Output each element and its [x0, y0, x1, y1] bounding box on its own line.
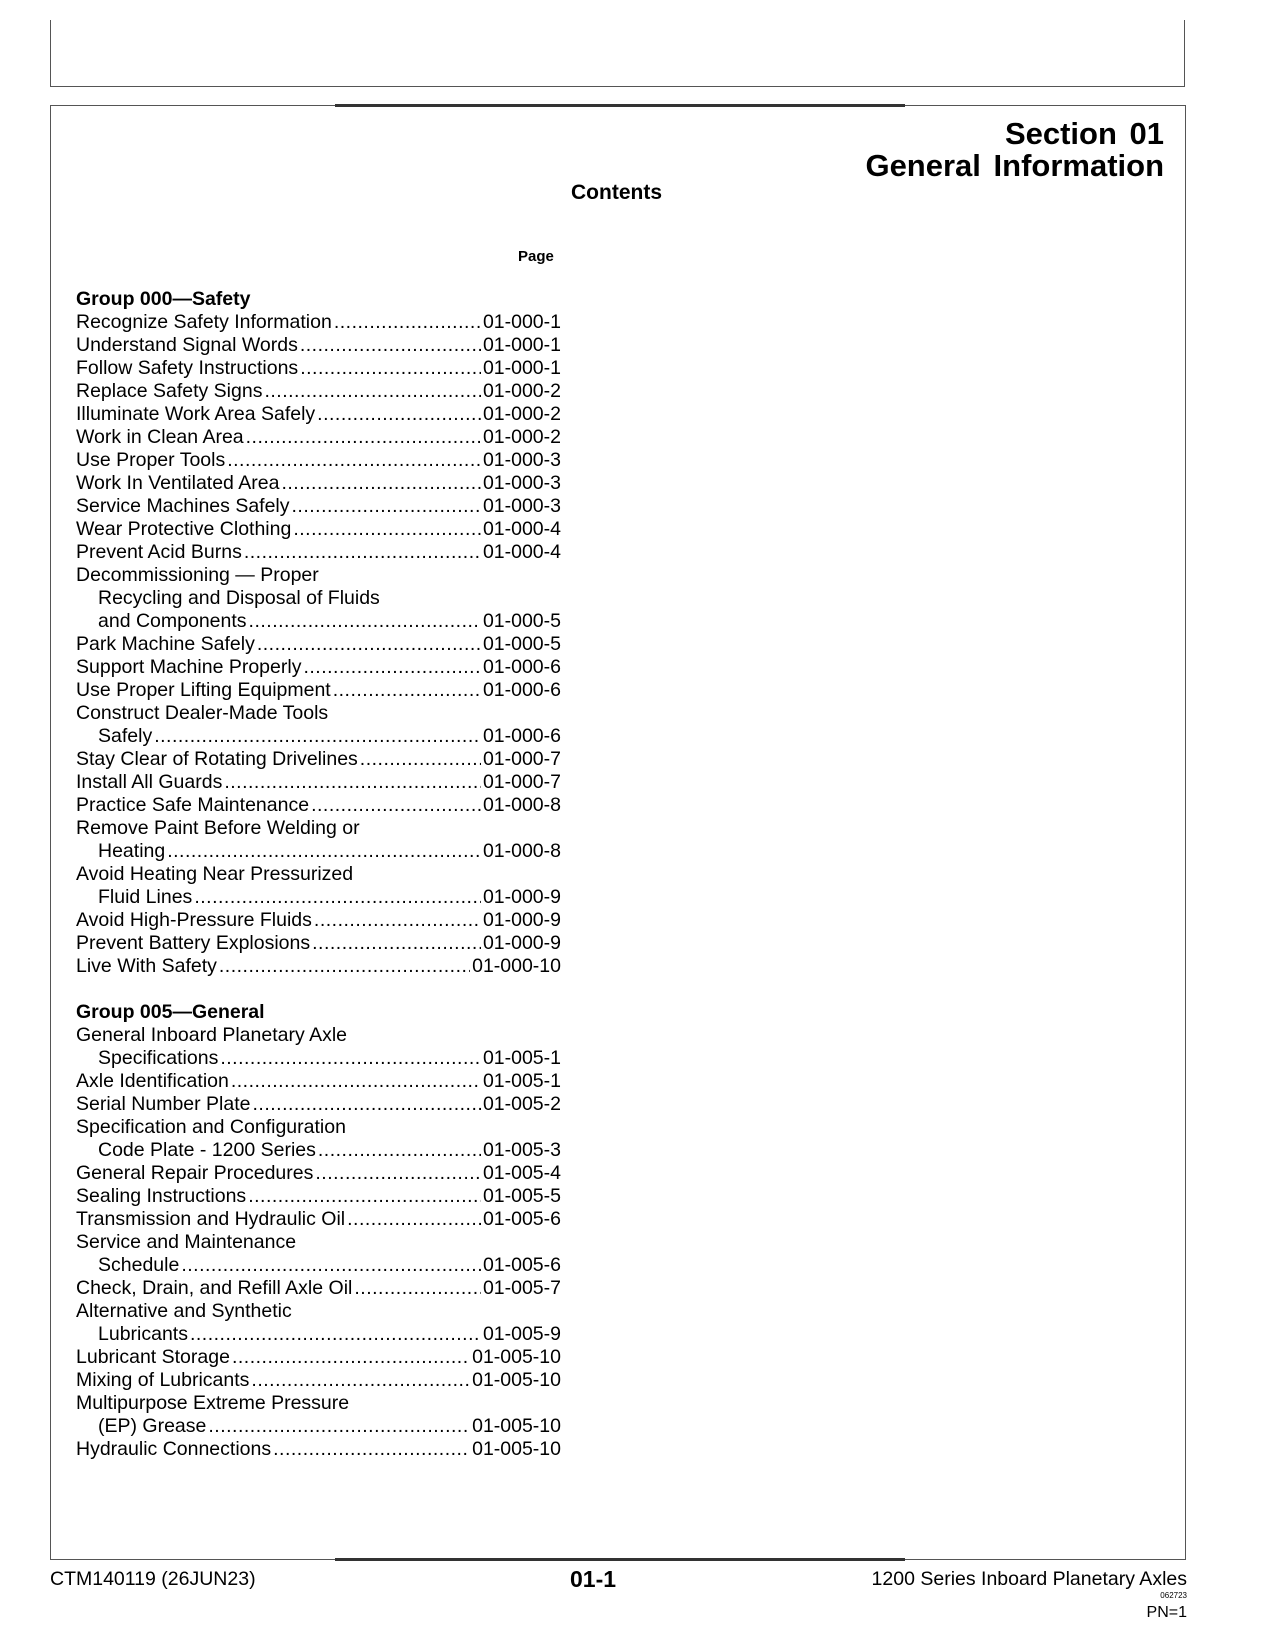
frame-accent-bottom	[335, 1558, 905, 1561]
toc-entry[interactable]	[76, 472, 561, 495]
toc-entry-title: Mixing of Lubricants	[76, 1369, 250, 1391]
dot-leader	[300, 334, 481, 357]
toc-entry-title: Understand Signal Words	[76, 334, 298, 356]
toc-entry-page: 01-000-3	[482, 449, 561, 471]
toc-entry-line	[76, 840, 561, 863]
toc-entry-title: Heating	[98, 840, 166, 862]
toc-entry-line	[76, 1277, 561, 1300]
toc-entry-page: 01-005-9	[482, 1323, 561, 1345]
toc-entry-line	[76, 1139, 561, 1162]
dot-leader	[311, 794, 481, 817]
toc-entry-title: Transmission and Hydraulic Oil	[76, 1208, 346, 1230]
toc-entry[interactable]	[76, 380, 561, 403]
toc-entry-line	[76, 426, 561, 449]
toc-entry-title: Support Machine Properly	[76, 656, 302, 678]
toc-entry-title: Live With Safety	[76, 955, 217, 977]
footer-pn: PN=1	[1146, 1604, 1187, 1621]
toc-entry-title: Replace Safety Signs	[76, 380, 263, 402]
toc-entry[interactable]	[76, 909, 561, 932]
dot-leader	[273, 1438, 470, 1461]
dot-leader	[181, 1254, 481, 1277]
toc-entry[interactable]	[76, 449, 561, 472]
dot-leader	[232, 1346, 470, 1369]
toc-entry[interactable]	[76, 702, 561, 748]
toc-entry[interactable]	[76, 1185, 561, 1208]
toc-entry-page: 01-000-6	[482, 679, 561, 701]
toc-entry-page: 01-005-5	[482, 1185, 561, 1207]
toc-entry-page: 01-000-5	[482, 633, 561, 655]
toc-entry-page: 01-000-7	[482, 771, 561, 793]
toc-entry[interactable]	[76, 748, 561, 771]
toc-entry[interactable]	[76, 633, 561, 656]
toc-entry-title: Hydraulic Connections	[76, 1438, 272, 1460]
toc-entry-line	[76, 909, 561, 932]
toc-entry-line	[76, 334, 561, 357]
toc-entry[interactable]	[76, 1116, 561, 1162]
toc-entry-page: 01-000-1	[482, 357, 561, 379]
dot-leader	[251, 1369, 470, 1392]
toc-entry-page: 01-000-2	[482, 380, 561, 402]
toc-entry-line	[76, 1438, 561, 1461]
toc-entry-title: Fluid Lines	[98, 886, 193, 908]
dot-leader	[354, 1277, 481, 1300]
toc-entry[interactable]	[76, 426, 561, 449]
toc-entry-page: 01-005-3	[482, 1139, 561, 1161]
toc-entry-line	[76, 886, 561, 909]
toc-entry-line	[76, 1254, 561, 1277]
toc-entry[interactable]	[76, 955, 561, 978]
toc-entry-line	[76, 357, 561, 380]
dot-leader	[224, 771, 481, 794]
toc-entry-line	[76, 1208, 561, 1231]
dot-leader	[314, 909, 481, 932]
toc-entry-title: Use Proper Lifting Equipment	[76, 679, 331, 701]
toc-entry-title: Lubricants	[98, 1323, 188, 1345]
toc-entry-page: 01-005-10	[472, 1346, 561, 1368]
dot-leader	[303, 656, 480, 679]
toc-entry-line	[76, 472, 561, 495]
toc-entry[interactable]	[76, 564, 561, 633]
toc-entry-page: 01-000-1	[482, 334, 561, 356]
toc-entry-title: Axle Identification	[76, 1070, 229, 1092]
table-of-contents	[76, 288, 561, 1484]
group-title: Group 000—Safety	[76, 288, 251, 310]
toc-entry-line	[76, 1185, 561, 1208]
toc-entry-page: 01-005-4	[482, 1162, 561, 1184]
dot-leader	[231, 1070, 481, 1093]
dot-leader	[220, 1047, 481, 1070]
contents-title: Contents	[571, 181, 662, 204]
toc-entry-line	[76, 1369, 561, 1392]
footer-code: 062723	[1160, 1591, 1187, 1600]
toc-entry-line	[76, 1093, 561, 1116]
toc-entry-page: 01-000-2	[482, 426, 561, 448]
toc-entry-page: 01-000-1	[482, 311, 561, 333]
toc-entry-title: Install All Guards	[76, 771, 223, 793]
section-number: Section 01	[1004, 116, 1164, 151]
toc-entry[interactable]	[76, 1208, 561, 1231]
dot-leader	[208, 1415, 470, 1438]
toc-entry-line	[76, 1047, 561, 1070]
toc-entry-page: 01-005-6	[482, 1254, 561, 1276]
toc-entry-line	[76, 1070, 561, 1093]
toc-entry-title: Alternative and Synthetic	[76, 1300, 292, 1322]
toc-entry-line	[76, 771, 561, 794]
toc-entry-page: 01-000-10	[472, 955, 561, 977]
toc-entry-page: 01-000-7	[482, 748, 561, 770]
toc-entry-title: Recycling and Disposal of Fluids	[98, 587, 380, 609]
toc-entry[interactable]	[76, 495, 561, 518]
toc-entry[interactable]	[76, 1438, 561, 1461]
toc-entry-line	[76, 656, 561, 679]
footer-doc-id: CTM140119 (26JUN23)	[50, 1568, 256, 1590]
toc-entry-title: Construct Dealer-Made Tools	[76, 702, 329, 724]
toc-entry-line	[76, 495, 561, 518]
toc-entry-title: Park Machine Safely	[76, 633, 255, 655]
toc-entry-title: Practice Safe Maintenance	[76, 794, 310, 816]
toc-entry-page: 01-000-8	[482, 840, 561, 862]
toc-entry[interactable]	[76, 518, 561, 541]
dot-leader	[333, 679, 481, 702]
toc-entry-line	[76, 449, 561, 472]
toc-entry[interactable]	[76, 771, 561, 794]
toc-entry-line	[76, 610, 561, 633]
toc-entry-line	[76, 725, 561, 748]
toc-entry-title: (EP) Grease	[98, 1415, 207, 1437]
toc-entry[interactable]	[76, 863, 561, 909]
toc-entry[interactable]	[76, 1231, 561, 1277]
toc-entry[interactable]	[76, 679, 561, 702]
dot-leader	[253, 1093, 481, 1116]
toc-entry-page: 01-005-10	[472, 1438, 561, 1460]
toc-entry[interactable]	[76, 1277, 561, 1300]
toc-entry-title: Specifications	[98, 1047, 219, 1069]
toc-entry-title: Work In Ventilated Area	[76, 472, 280, 494]
toc-entry-title: Safely	[98, 725, 153, 747]
toc-entry-title: Sealing Instructions	[76, 1185, 247, 1207]
toc-group	[76, 1001, 561, 1461]
toc-entry[interactable]	[76, 357, 561, 380]
toc-entry-title: Serial Number Plate	[76, 1093, 251, 1115]
toc-entry-page: 01-000-9	[482, 932, 561, 954]
footer-page-number: 01-1	[570, 1566, 617, 1592]
toc-entry-title: Multipurpose Extreme Pressure	[76, 1392, 350, 1414]
toc-entry[interactable]	[76, 1070, 561, 1093]
toc-entry-title: Schedule	[98, 1254, 180, 1276]
toc-entry-title: Stay Clear of Rotating Drivelines	[76, 748, 358, 770]
group-title: Group 005—General	[76, 1001, 265, 1023]
toc-entry-line	[76, 679, 561, 702]
toc-entry-page: 01-000-6	[482, 656, 561, 678]
toc-entry[interactable]	[76, 1093, 561, 1116]
dot-leader	[154, 725, 481, 748]
toc-entry-page: 01-000-3	[482, 472, 561, 494]
dot-leader	[347, 1208, 481, 1231]
toc-entry[interactable]	[76, 1300, 561, 1346]
header-frame	[50, 20, 1185, 87]
toc-entry-title: General Inboard Planetary Axle	[76, 1024, 348, 1046]
toc-entry-page: 01-005-10	[472, 1369, 561, 1391]
toc-entry-line	[76, 1162, 561, 1185]
toc-entry-title: Code Plate - 1200 Series	[98, 1139, 316, 1161]
dot-leader	[292, 495, 481, 518]
toc-entry-title: Lubricant Storage	[76, 1346, 230, 1368]
toc-entry-page: 01-000-9	[482, 886, 561, 908]
toc-entry[interactable]	[76, 1369, 561, 1392]
toc-entry-title: Prevent Acid Burns	[76, 541, 242, 563]
toc-entry[interactable]	[76, 1392, 561, 1438]
dot-leader	[248, 1185, 481, 1208]
toc-entry-line	[76, 633, 561, 656]
toc-entry-page: 01-005-10	[472, 1415, 561, 1437]
toc-entry[interactable]	[76, 334, 561, 357]
toc-entry-title: Service and Maintenance	[76, 1231, 297, 1253]
toc-entry-page: 01-000-6	[482, 725, 561, 747]
toc-entry-title: Specification and Configuration	[76, 1116, 346, 1138]
dot-leader	[219, 955, 470, 978]
toc-entry-page: 01-000-8	[482, 794, 561, 816]
dot-leader	[167, 840, 481, 863]
dot-leader	[360, 748, 481, 771]
toc-entry-line	[76, 955, 561, 978]
toc-entry-page: 01-005-7	[482, 1277, 561, 1299]
toc-entry-title: Avoid High-Pressure Fluids	[76, 909, 312, 931]
toc-entry-title: Illuminate Work Area Safely	[76, 403, 316, 425]
dot-leader	[190, 1323, 481, 1346]
toc-entry-page: 01-005-1	[482, 1070, 561, 1092]
toc-entry-line	[76, 932, 561, 955]
toc-entry[interactable]	[76, 311, 561, 334]
toc-entry-line	[76, 748, 561, 771]
toc-entry-title: Avoid Heating Near Pressurized	[76, 863, 354, 885]
dot-leader	[317, 403, 481, 426]
toc-entry-title: Use Proper Tools	[76, 449, 226, 471]
toc-entry-title: Check, Drain, and Refill Axle Oil	[76, 1277, 353, 1299]
toc-entry[interactable]	[76, 1346, 561, 1369]
toc-entry-title: Recognize Safety Information	[76, 311, 332, 333]
toc-entry-line	[76, 1323, 561, 1346]
toc-entry-line	[76, 403, 561, 426]
toc-entry-line	[76, 380, 561, 403]
toc-entry-title: General Repair Procedures	[76, 1162, 314, 1184]
toc-entry-title: and Components	[98, 610, 247, 632]
toc-entry[interactable]	[76, 541, 561, 564]
frame-accent-top	[335, 104, 905, 107]
toc-entry-page: 01-000-2	[482, 403, 561, 425]
toc-entry-line	[76, 518, 561, 541]
dot-leader	[281, 472, 481, 495]
dot-leader	[264, 380, 480, 403]
section-heading	[865, 118, 1164, 182]
toc-entry-title: Work in Clean Area	[76, 426, 244, 448]
dot-leader	[334, 311, 481, 334]
dot-leader	[312, 932, 481, 955]
toc-entry-title: Remove Paint Before Welding or	[76, 817, 360, 839]
toc-entry[interactable]	[76, 794, 561, 817]
dot-leader	[257, 633, 481, 656]
toc-entry-page: 01-000-5	[482, 610, 561, 632]
toc-entry-title: Decommissioning — Proper	[76, 564, 319, 586]
dot-leader	[244, 541, 481, 564]
page-column-label: Page	[518, 248, 554, 265]
dot-leader	[293, 518, 481, 541]
toc-entry-line	[76, 1346, 561, 1369]
footer-book-title: 1200 Series Inboard Planetary Axles	[871, 1568, 1187, 1590]
dot-leader	[249, 610, 481, 633]
section-title: General Information	[865, 148, 1164, 183]
toc-group	[76, 288, 561, 978]
toc-entry[interactable]	[76, 932, 561, 955]
dot-leader	[194, 886, 481, 909]
toc-entry-page: 01-005-1	[482, 1047, 561, 1069]
toc-entry[interactable]	[76, 1024, 561, 1070]
toc-entry-line	[76, 311, 561, 334]
dot-leader	[246, 426, 481, 449]
dot-leader	[315, 1162, 481, 1185]
toc-entry-title: Wear Protective Clothing	[76, 518, 292, 540]
toc-entry-title: Service Machines Safely	[76, 495, 290, 517]
toc-entry-page: 01-005-6	[482, 1208, 561, 1230]
toc-entry[interactable]	[76, 656, 561, 679]
toc-entry[interactable]	[76, 1162, 561, 1185]
toc-entry-page: 01-005-2	[482, 1093, 561, 1115]
toc-entry-page: 01-000-3	[482, 495, 561, 517]
toc-entry-line	[76, 794, 561, 817]
dot-leader	[227, 449, 481, 472]
toc-entry-page: 01-000-4	[482, 518, 561, 540]
toc-entry-title: Follow Safety Instructions	[76, 357, 299, 379]
toc-entry[interactable]	[76, 817, 561, 863]
toc-entry-page: 01-000-4	[482, 541, 561, 563]
dot-leader	[318, 1139, 481, 1162]
toc-entry-title: Prevent Battery Explosions	[76, 932, 311, 954]
toc-entry-page: 01-000-9	[482, 909, 561, 931]
dot-leader	[300, 357, 481, 380]
toc-entry-line	[76, 541, 561, 564]
toc-entry[interactable]	[76, 403, 561, 426]
toc-entry-line	[76, 1415, 561, 1438]
